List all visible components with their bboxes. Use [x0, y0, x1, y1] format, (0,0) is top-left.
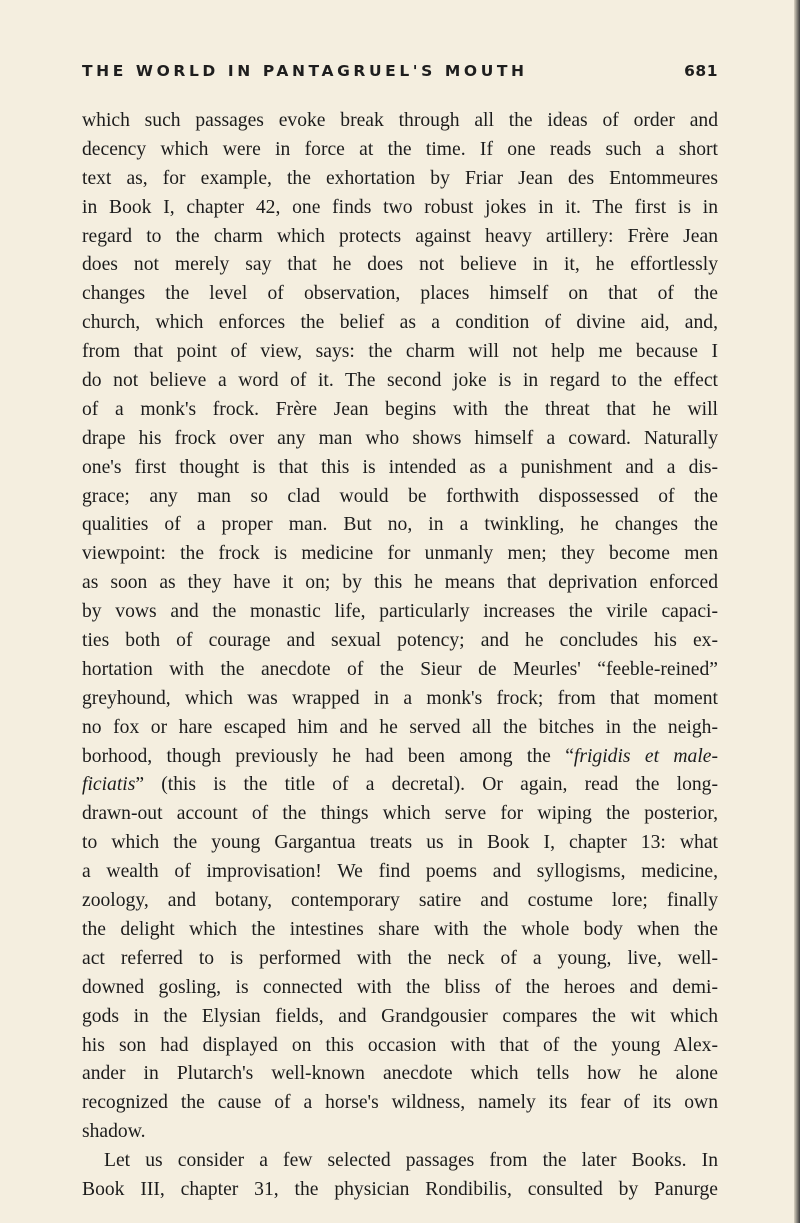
- text-segment: ander in Plutarch's well-known anecdote which tells how he alone: [82, 1063, 718, 1085]
- text-line: [82, 367, 718, 396]
- text-line: [82, 483, 718, 512]
- text-segment: decency which were in force at the time. If one reads such a short: [82, 138, 718, 160]
- text-line: [82, 425, 718, 454]
- text-segment: greyhound, which was wrapped in a monk's frock; from that moment: [82, 687, 718, 709]
- text-line: [82, 800, 718, 829]
- text-segment: regard to the charm which protects against heavy artillery: Frère Jean: [82, 225, 718, 247]
- text-line: [82, 1147, 718, 1176]
- text-segment: downed gosling, is connected with the bliss of the heroes and demi-: [82, 976, 718, 998]
- text-segment: one's first thought is that this is intended as a punishment and a dis-: [82, 456, 718, 478]
- page-edge: [794, 0, 800, 1223]
- text-line: [82, 251, 718, 280]
- text-segment: Book III, chapter 31, the physician Rondibilis, consulted by Panurge: [82, 1178, 718, 1200]
- text-line: [82, 1176, 718, 1205]
- text-line: [82, 396, 718, 425]
- text-segment: in Book I, chapter 42, one finds two robust jokes in it. The first is in: [82, 196, 718, 218]
- text-line: [82, 338, 718, 367]
- text-line: [82, 714, 718, 743]
- text-segment: the delight which the intestines share with the whole body when the: [82, 918, 718, 940]
- text-line: [82, 945, 718, 974]
- text-segment: to which the young Gargantua treats us in Book I, chapter 13: what: [82, 832, 718, 854]
- text-line: [82, 280, 718, 309]
- text-segment: act referred to is performed with the neck of a young, live, well-: [82, 947, 718, 969]
- body-text: [82, 107, 718, 1205]
- text-line: [82, 916, 718, 945]
- text-line: [82, 1032, 718, 1061]
- text-line: [82, 511, 718, 540]
- text-line: [82, 165, 718, 194]
- text-segment: hortation with the anecdote of the Sieur de Meurles' “feeble-reined”: [82, 658, 718, 680]
- text-line: [82, 887, 718, 916]
- text-line: [82, 540, 718, 569]
- text-segment: from that point of view, says: the charm will not help me because I: [82, 341, 718, 363]
- running-header: [82, 62, 718, 86]
- text-segment: gods in the Elysian fields, and Grandgousier compares the wit which: [82, 1005, 718, 1027]
- text-segment: which such passages evoke break through all the ideas of order and: [82, 110, 718, 131]
- text-line: [82, 194, 718, 223]
- text-segment: drape his frock over any man who shows himself a coward. Naturally: [82, 427, 718, 449]
- text-segment: viewpoint: the frock is medicine for unmanly men; they become men: [82, 543, 718, 565]
- text-line: [82, 223, 718, 252]
- text-line: [82, 1003, 718, 1032]
- text-line: [82, 598, 718, 627]
- text-line: [82, 771, 718, 800]
- text-line: [82, 974, 718, 1003]
- text-line: [82, 309, 718, 338]
- text-segment: a wealth of improvisation! We find poems and syllogisms, medicine,: [82, 861, 718, 883]
- text-line: [82, 454, 718, 483]
- text-segment: zoology, and botany, contemporary satire and costume lore; finally: [82, 890, 718, 912]
- text-line: [82, 136, 718, 165]
- text-line: [82, 656, 718, 685]
- page-number: 681: [684, 62, 718, 80]
- text-segment: shadow.: [82, 1121, 146, 1143]
- text-line: [82, 1089, 718, 1118]
- text-line: [82, 107, 718, 136]
- text-line: [82, 627, 718, 656]
- italic-text: frigidis et male-: [573, 745, 718, 767]
- text-segment: does not merely say that he does not believe in it, he effortlessly: [82, 254, 718, 276]
- text-segment: qualities of a proper man. But no, in a twinkling, he changes the: [82, 514, 718, 536]
- text-line: [82, 685, 718, 714]
- running-title: THE WORLD IN PANTAGRUEL'S MOUTH: [82, 62, 528, 80]
- text-segment: recognized the cause of a horse's wildness, namely its fear of its own: [82, 1092, 718, 1114]
- text-segment: of a monk's frock. Frère Jean begins with the threat that he will: [82, 398, 718, 420]
- text-segment: drawn-out account of the things which serve for wiping the posterior,: [82, 803, 718, 825]
- text-segment: as soon as they have it on; by this he means that deprivation enforced: [82, 572, 718, 594]
- text-segment: ties both of courage and sexual potency; and he concludes his ex-: [82, 630, 718, 652]
- text-line: [82, 569, 718, 598]
- text-segment: grace; any man so clad would be forthwith dispossessed of the: [82, 485, 718, 507]
- text-segment: his son had displayed on this occasion with that of the young Alex-: [82, 1034, 718, 1056]
- text-segment: church, which enforces the belief as a condition of divine aid, and,: [82, 312, 718, 334]
- text-line: [82, 743, 718, 772]
- text-line: [82, 1060, 718, 1089]
- text-segment: Let us consider a few selected passages from the later Books. In: [104, 1150, 718, 1172]
- italic-text: ficiatis: [82, 774, 136, 796]
- text-segment: no fox or hare escaped him and he served all the bitches in the neigh-: [82, 716, 718, 738]
- text-segment: ” (this is the title of a decretal). Or again, read the long-: [135, 774, 718, 796]
- text-segment: do not believe a word of it. The second joke is in regard to the effect: [82, 370, 718, 392]
- text-line: [82, 1118, 718, 1147]
- text-line: [82, 829, 718, 858]
- text-segment: changes the level of observation, places himself on that of the: [82, 283, 718, 305]
- text-line: [82, 858, 718, 887]
- text-segment: text as, for example, the exhortation by Friar Jean des Entommeures: [82, 167, 718, 189]
- text-segment: by vows and the monastic life, particularly increases the virile capaci-: [82, 601, 718, 623]
- text-segment: borhood, though previously he had been among the “: [82, 745, 574, 767]
